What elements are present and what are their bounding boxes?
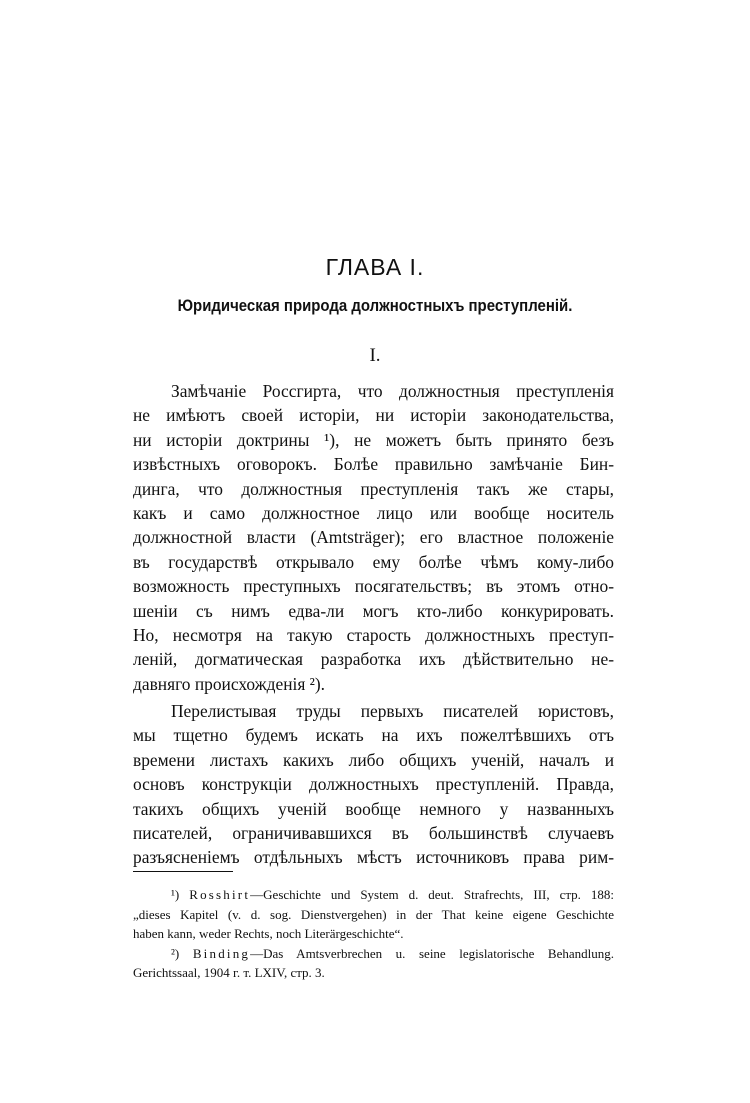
text-line: возможность преступныхъ посягательствъ; въ этомъ отно- xyxy=(133,576,614,597)
text-line: извѣстныхъ оговорокъ. Болѣе правильно замѣчаніе Бин- xyxy=(133,454,614,475)
chapter-title: ГЛАВА I. xyxy=(325,254,425,280)
footnote-line xyxy=(133,885,614,905)
text-line: должностной власти (Amtsträger); его властное положеніе xyxy=(133,527,614,548)
paragraph-2 xyxy=(133,699,614,870)
footnote-text: —Das Amtsverbrechen u. seine legislatorische Behandlung. xyxy=(250,945,615,961)
footnotes xyxy=(133,885,614,983)
text-line: леній, догматическая разработка ихъ дѣйствительно не- xyxy=(133,649,614,670)
text-line: разъясненіемъ отдѣльныхъ мѣстъ источниковъ права рим- xyxy=(133,847,614,868)
text-line: основъ конструкціи должностныхъ преступленій. Правда, xyxy=(133,774,614,795)
footnote-line: haben kann, weder Rechts, noch Literärgeschichte“. xyxy=(133,926,404,942)
text-line: Замѣчаніе Россгирта, что должностныя преступленія xyxy=(171,381,614,401)
text-line: шеніи съ нимъ едва-ли могъ кто-либо конкурировать. xyxy=(133,600,614,621)
paragraph-1 xyxy=(133,379,614,696)
section-number: I. xyxy=(369,345,381,366)
footnote-line: Gerichtssaal, 1904 г. т. LXIV, стр. 3. xyxy=(133,965,325,981)
text-line: въ государствѣ открывало ему болѣе чѣмъ кому-либо xyxy=(133,551,614,572)
text-line: какъ и само должностное лицо или вообще носитель xyxy=(133,502,614,523)
text-line: не имѣютъ своей исторіи, ни исторіи законодательства, xyxy=(133,405,614,426)
footnote-1 xyxy=(133,885,614,944)
footnote-author: Binding xyxy=(192,945,251,961)
footnote-marker: ¹) xyxy=(171,887,180,902)
footnote-marker: ²) xyxy=(171,945,180,961)
footnote-divider xyxy=(133,871,233,872)
text-line: Перелистывая труды первыхъ писателей юристовъ, xyxy=(171,701,614,722)
text-line: мы тщетно будемъ искать на ихъ пожелтѣвшихъ отъ xyxy=(133,725,614,746)
footnote-2 xyxy=(133,944,614,983)
body-text xyxy=(133,379,614,870)
footnote-author: Rosshirt xyxy=(189,887,251,902)
chapter-subtitle: Юридическая природа должностныхъ преступленій. xyxy=(177,296,573,315)
footnote-line: „dieses Kapitel (v. d. sog. Dienstvergehen) in der That keine eigene Geschichte xyxy=(133,906,614,922)
text-line: такихъ общихъ ученій вообще немного у названныхъ xyxy=(133,798,614,819)
text-line: Но, несмотря на такую старость должностныхъ преступ- xyxy=(133,624,614,645)
text-line: давняго происхожденія ²). xyxy=(133,673,326,694)
text-line: ни исторіи доктрины ¹), не можетъ быть принято безъ xyxy=(133,429,614,450)
text-line: времени листахъ какихъ либо общихъ ученій, началъ и xyxy=(133,749,614,770)
footnote-text: —Geschichte und System d. deut. Strafrechts, III, стр. 188: xyxy=(250,887,615,902)
text-line: динга, что должностныя преступленія такъ же стары, xyxy=(133,478,614,499)
footnote-line xyxy=(133,944,614,964)
text-line: писателей, ограничивавшихся въ большинствѣ случаевъ xyxy=(133,823,614,844)
